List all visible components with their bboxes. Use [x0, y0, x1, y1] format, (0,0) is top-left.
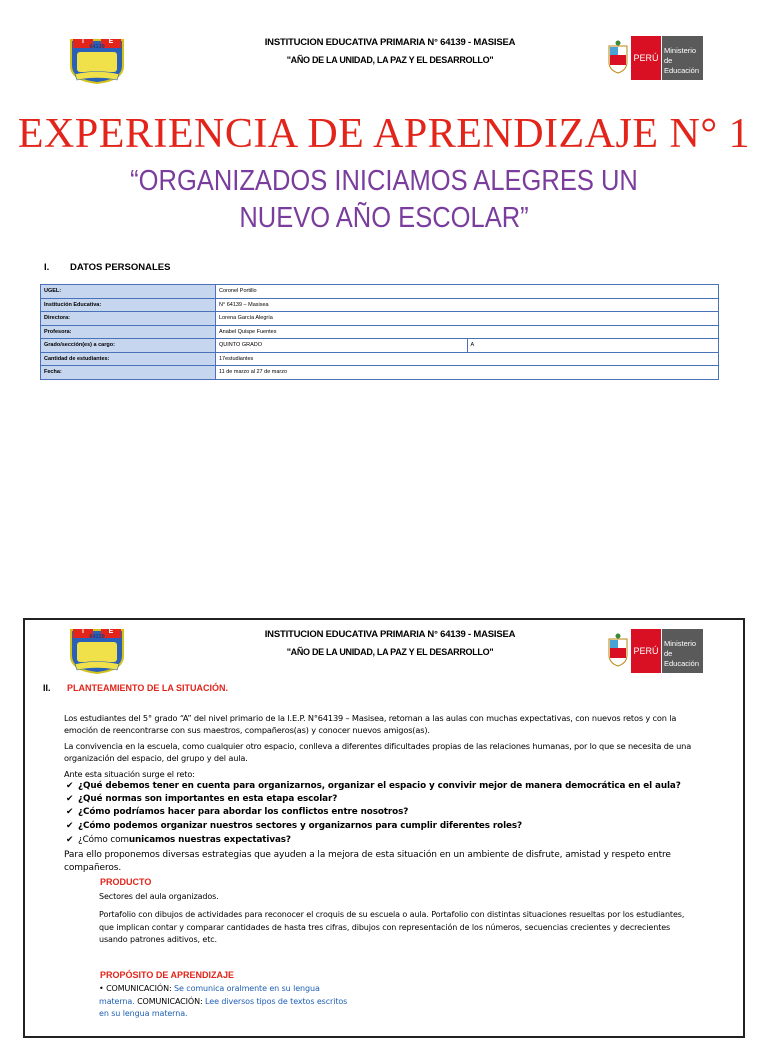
row-label: Cantidad de estudiantes:: [41, 352, 216, 366]
check-icon: ✔: [66, 794, 74, 804]
row-value: Coronel Portillo: [216, 285, 719, 299]
producto-heading: PRODUCTO: [100, 877, 152, 887]
question-text: ¿Cómo podríamos hacer para abordar los conflictos entre nosotros?: [78, 807, 409, 817]
table-row: [41, 285, 719, 299]
question-text: ¿Qué debemos tener en cuenta para organizarnos, organizar el espacio y convivir mejor de manera democrática en el aula?: [78, 781, 681, 791]
row-label: Directora:: [41, 312, 216, 326]
question-text-start: ¿Cómo com: [78, 835, 129, 845]
row-label: UGEL:: [41, 285, 216, 299]
row-value: N° 64139 – Masisea: [216, 298, 719, 312]
section-1-heading: [44, 262, 170, 273]
year-motto: "AÑO DE LA UNIDAD, LA PAZ Y EL DESARROLLO": [286, 55, 494, 65]
section-1-label: DATOS PERSONALES: [70, 262, 171, 273]
row-value: Lorena García Alegría: [216, 312, 719, 326]
peru-label: PERÚ: [631, 36, 661, 80]
table-row: [41, 339, 719, 353]
ministry-logo-2: [607, 629, 703, 673]
personal-data-table: [40, 284, 719, 380]
challenge-question: [66, 834, 716, 846]
challenge-question: [66, 793, 716, 805]
question-text: ¿Qué normas son importantes en esta etapa escolar?: [78, 794, 338, 804]
section-2-number: II.: [43, 683, 51, 693]
institution-name: INSTITUCION EDUCATIVA PRIMARIA N° 64139 - MASISEA: [264, 37, 516, 48]
row-label: Institución Educativa:: [41, 298, 216, 312]
bullet: •: [99, 984, 107, 993]
ministry-line-2: de Educación: [664, 649, 700, 668]
table-row: [41, 366, 719, 380]
ministry-line-1: Ministerio: [664, 639, 697, 648]
page-header: [0, 36, 768, 96]
ministry-line-2: de Educación: [664, 56, 700, 75]
peru-shield-icon: [607, 40, 629, 74]
area-label: COMUNICACIÓN:: [134, 996, 206, 1006]
document-subtitle: “ORGANIZADOS INICIAMOS ALEGRES UN NUEVO AÑO ESCOLAR”: [130, 165, 638, 234]
crest-letter-e: E: [108, 628, 114, 635]
section-2-heading: [43, 683, 228, 693]
table-row: [41, 352, 719, 366]
page-2-header: [0, 626, 768, 686]
paragraph-challenge-intro: Ante esta situación surge el reto:: [64, 769, 195, 779]
row-value: 11 de marzo al 27 de marzo: [216, 366, 719, 380]
check-icon: ✔: [66, 781, 74, 791]
ministry-logo: [607, 36, 703, 80]
proposito-areas: [99, 983, 349, 1021]
competence-text: Lee diversos tipos de textos escritos en su lengua materna.: [99, 996, 348, 1018]
ministry-line-1: Ministerio: [664, 46, 697, 55]
ministry-label: [662, 36, 703, 80]
crest-number: 64139: [89, 634, 105, 640]
institution-name-2: INSTITUCION EDUCATIVA PRIMARIA N° 64139 - MASISEA: [264, 629, 516, 640]
check-icon: ✔: [66, 821, 74, 831]
paragraph-coexistence: La convivencia en la escuela, como cualquier otro espacio, conlleva a diferentes dificultades propias de las relaciones humanas, por lo que se necesita de una organización del espacio, del grupo y del aula.: [64, 741, 692, 763]
ministry-label: [662, 629, 703, 673]
row-extra: A: [467, 339, 719, 353]
row-value: QUINTO GRADO: [216, 339, 468, 353]
peru-label: PERÚ: [631, 629, 661, 673]
producto-item-2: Portafolio con dibujos de actividades para reconocer el croquis de su escuela o aula. Portafolio con distintas situaciones resueltas por los estudiantes, que implican contar y comparar cantidades de hasta tres cifras, dibujos con representación de los números, secuencias crecientes y decrecientes usando patrones aditivos, etc.: [99, 910, 685, 944]
table-row: [41, 312, 719, 326]
row-label: Grado/sección(es) a cargo:: [41, 339, 216, 353]
row-label: Fecha:: [41, 366, 216, 380]
table-row: [41, 325, 719, 339]
row-value: Anabel Quispe Fuentes: [216, 325, 719, 339]
peru-shield-icon: [607, 633, 629, 667]
competence-text: Se comunica oralmente en su lengua materna.: [99, 984, 320, 1006]
section-1-number: I.: [44, 262, 50, 273]
check-icon: ✔: [66, 807, 74, 817]
crest-letter-i: I: [82, 38, 84, 45]
paragraph-context: Los estudiantes del 5° grado “A” del nivel primario de la I.E.P. N°64139 – Masisea, retornan a las aulas con muchas expectativas, con nuevos retos y con la emoción de reencontrarse con sus maestros, compañeros(as) y conocer nuevos amigos(as).: [64, 713, 677, 735]
year-motto-2: "AÑO DE LA UNIDAD, LA PAZ Y EL DESARROLLO": [286, 647, 494, 657]
row-label: Profesora:: [41, 325, 216, 339]
row-value: 17estudiantes: [216, 352, 719, 366]
crest-number: 64139: [89, 44, 105, 50]
challenge-question: [66, 820, 716, 832]
challenge-question: [66, 780, 716, 792]
document-title: EXPERIENCIA DE APRENDIZAJE N° 1: [17, 111, 751, 157]
table-row: [41, 298, 719, 312]
paragraph-strategies: Para ello proponemos diversas estrategias que ayuden a la mejora de esta situación en un ambiente de disfrute, amistad y respeto entre compañeros.: [64, 850, 671, 873]
question-text: ¿Cómo podemos organizar nuestros sectores y organizarnos para cumplir diferentes roles?: [78, 821, 522, 831]
crest-letter-i: I: [82, 628, 84, 635]
check-icon: ✔: [66, 835, 74, 845]
question-text-end: unicamos nuestras expectativas?: [128, 835, 291, 845]
section-2-label: PLANTEAMIENTO DE LA SITUACIÓN.: [67, 683, 229, 693]
area-label: COMUNICACIÓN:: [106, 984, 175, 993]
producto-item-1: Sectores del aula organizados.: [99, 892, 219, 901]
proposito-heading: PROPÓSITO DE APRENDIZAJE: [100, 970, 235, 980]
crest-letter-e: E: [108, 38, 114, 45]
challenge-question: [66, 806, 716, 818]
